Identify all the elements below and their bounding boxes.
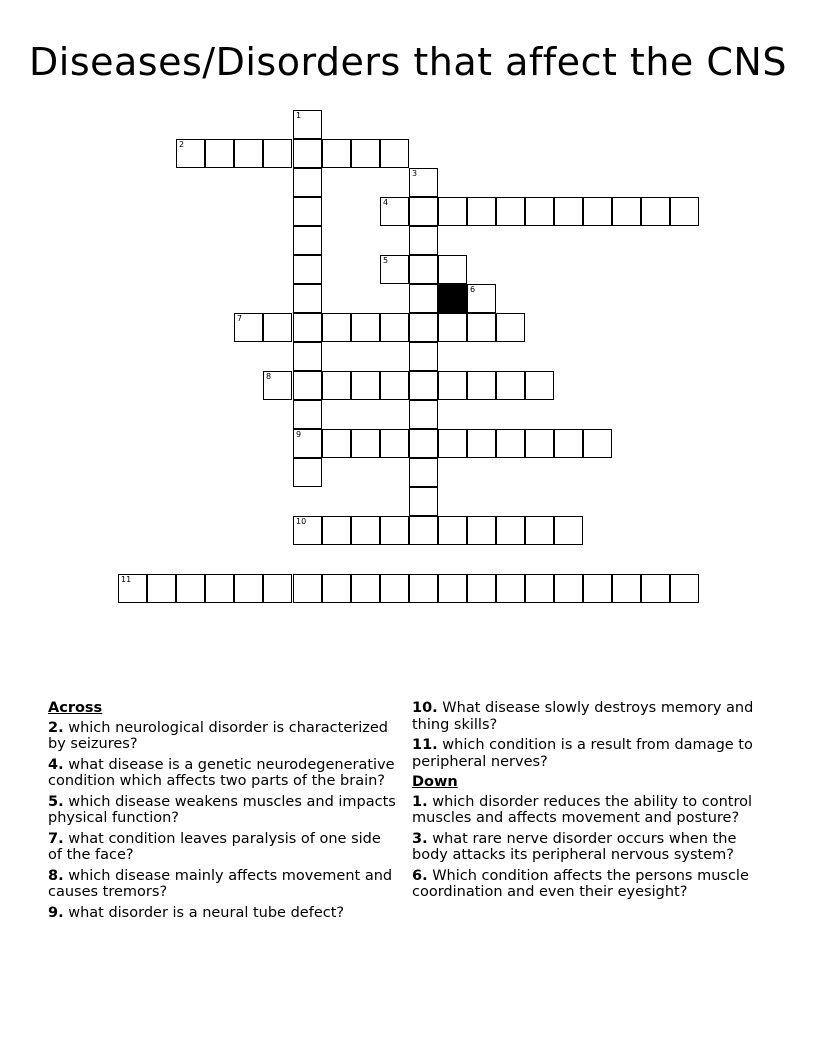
grid-cell[interactable] [496, 429, 525, 458]
grid-cell[interactable] [496, 313, 525, 342]
clues-right-column [412, 700, 774, 905]
grid-cell[interactable] [612, 197, 641, 226]
clue-text: which disorder reduces the ability to control muscles and affects movement and posture? [412, 793, 753, 826]
grid-cell[interactable] [641, 197, 670, 226]
grid-cell[interactable] [293, 168, 322, 197]
grid-cell[interactable] [496, 516, 525, 545]
grid-cell[interactable] [525, 371, 554, 400]
across-clue [48, 794, 398, 827]
grid-cell[interactable] [554, 574, 583, 603]
clue-number: 6 [470, 285, 476, 294]
grid-cell[interactable] [351, 139, 380, 168]
grid-cell-6[interactable] [467, 284, 496, 313]
grid-cell[interactable] [525, 429, 554, 458]
clue-text: what rare nerve disorder occurs when the body attacks its peripheral nervous system? [412, 830, 737, 863]
grid-cell[interactable] [351, 574, 380, 603]
grid-cell[interactable] [205, 139, 234, 168]
grid-cell[interactable] [293, 284, 322, 313]
black-cell [438, 284, 467, 313]
grid-cell[interactable] [322, 139, 351, 168]
clue-number: 11. [412, 737, 438, 753]
grid-cell[interactable] [263, 313, 292, 342]
grid-cell[interactable] [322, 371, 351, 400]
grid-cell[interactable] [438, 313, 467, 342]
grid-cell[interactable] [263, 574, 292, 603]
clue-number: 8 [266, 372, 272, 381]
grid-cell[interactable] [496, 197, 525, 226]
grid-cell-9[interactable] [293, 429, 322, 458]
clue-text: which condition is a result from damage to peripheral nerves? [412, 737, 753, 770]
grid-cell[interactable] [322, 516, 351, 545]
grid-cell[interactable] [467, 313, 496, 342]
grid-cell[interactable] [496, 574, 525, 603]
grid-cell[interactable] [438, 516, 467, 545]
grid-cell[interactable] [525, 516, 554, 545]
grid-cell[interactable] [409, 458, 438, 487]
grid-cell-4[interactable] [380, 197, 409, 226]
grid-cell[interactable] [147, 574, 176, 603]
grid-cell[interactable] [409, 197, 438, 226]
grid-cell[interactable] [670, 197, 699, 226]
grid-cell[interactable] [205, 574, 234, 603]
grid-cell[interactable] [351, 429, 380, 458]
grid-cell[interactable] [409, 429, 438, 458]
clue-text: which disease weakens muscles and impacts physical function? [48, 793, 396, 826]
grid-cell[interactable] [380, 371, 409, 400]
clue-text: What disease slowly destroys memory and thing skills? [412, 700, 754, 733]
grid-cell[interactable] [293, 139, 322, 168]
grid-cell-11[interactable] [118, 574, 147, 603]
grid-cell[interactable] [670, 574, 699, 603]
grid-cell[interactable] [409, 313, 438, 342]
across-clue-list [48, 720, 398, 922]
grid-cell[interactable] [583, 574, 612, 603]
across-clue [412, 700, 774, 733]
clue-number: 4. [48, 756, 64, 773]
grid-cell[interactable] [409, 255, 438, 284]
grid-cell[interactable] [293, 313, 322, 342]
clue-number: 1 [296, 111, 302, 120]
clue-number: 4 [383, 198, 389, 207]
clue-number: 6. [412, 867, 428, 884]
grid-cell[interactable] [467, 574, 496, 603]
grid-cell[interactable] [438, 197, 467, 226]
clue-text: which disease mainly affects movement and causes tremors? [48, 867, 393, 900]
grid-cell[interactable] [467, 197, 496, 226]
clue-number: 3. [412, 830, 428, 847]
grid-cell-3[interactable] [409, 168, 438, 197]
grid-cell[interactable] [467, 516, 496, 545]
grid-cell[interactable] [496, 371, 525, 400]
grid-cell-1[interactable] [293, 110, 322, 139]
grid-cell[interactable] [380, 574, 409, 603]
grid-cell[interactable] [409, 574, 438, 603]
grid-cell[interactable] [554, 197, 583, 226]
grid-cell[interactable] [293, 371, 322, 400]
down-clue [412, 794, 774, 827]
across-clue-list-continued [412, 700, 774, 770]
clue-number: 7. [48, 830, 64, 847]
grid-cell[interactable] [293, 197, 322, 226]
grid-cell[interactable] [293, 574, 322, 603]
down-heading: Down [412, 774, 458, 790]
grid-cell[interactable] [293, 400, 322, 429]
grid-cell[interactable] [380, 429, 409, 458]
clue-number: 5. [48, 793, 64, 810]
across-clue [48, 757, 398, 790]
grid-cell-5[interactable] [380, 255, 409, 284]
grid-cell[interactable] [525, 574, 554, 603]
clue-number: 10. [412, 700, 438, 716]
clue-number: 3 [412, 169, 418, 178]
across-clue [48, 720, 398, 753]
grid-cell[interactable] [409, 284, 438, 313]
across-clue [48, 905, 398, 922]
grid-cell[interactable] [176, 574, 205, 603]
page-title: Diseases/Disorders that affect the CNS [29, 40, 787, 84]
grid-cell[interactable] [351, 313, 380, 342]
clue-number: 7 [237, 314, 243, 323]
grid-cell[interactable] [263, 139, 292, 168]
down-clue [412, 868, 774, 901]
grid-cell[interactable] [322, 313, 351, 342]
grid-cell[interactable] [554, 516, 583, 545]
across-clue [48, 831, 398, 864]
across-heading: Across [48, 700, 103, 716]
grid-cell[interactable] [438, 371, 467, 400]
grid-cell[interactable] [322, 574, 351, 603]
across-clue [412, 737, 774, 770]
grid-cell[interactable] [380, 313, 409, 342]
grid-cell[interactable] [322, 429, 351, 458]
grid-cell[interactable] [409, 226, 438, 255]
grid-cell[interactable] [380, 139, 409, 168]
grid-cell[interactable] [293, 458, 322, 487]
clue-number: 5 [383, 256, 389, 265]
grid-cell[interactable] [293, 255, 322, 284]
grid-cell[interactable] [438, 429, 467, 458]
grid-cell[interactable] [351, 371, 380, 400]
grid-cell[interactable] [409, 400, 438, 429]
grid-cell[interactable] [409, 371, 438, 400]
clue-text: what condition leaves paralysis of one side of the face? [48, 830, 381, 863]
grid-cell[interactable] [467, 371, 496, 400]
grid-cell[interactable] [234, 139, 263, 168]
clue-text: what disorder is a neural tube defect? [63, 904, 345, 921]
grid-cell[interactable] [554, 429, 583, 458]
grid-cell[interactable] [525, 197, 554, 226]
grid-cell-10[interactable] [293, 516, 322, 545]
grid-cell-2[interactable] [176, 139, 205, 168]
grid-cell[interactable] [409, 487, 438, 516]
clue-number: 9 [296, 430, 302, 439]
clue-text: which neurological disorder is characterized by seizures? [48, 719, 388, 752]
clue-text: Which condition affects the persons muscle coordination and even their eyesight? [412, 867, 749, 900]
clue-number: 1. [412, 793, 428, 810]
grid-cell[interactable] [612, 574, 641, 603]
clue-number: 8. [48, 867, 64, 884]
grid-cell-7[interactable] [234, 313, 263, 342]
grid-cell[interactable] [438, 574, 467, 603]
clue-number: 2 [179, 140, 185, 149]
grid-cell[interactable] [409, 342, 438, 371]
clue-number: 10 [296, 517, 307, 526]
grid-cell[interactable] [583, 429, 612, 458]
grid-cell[interactable] [438, 255, 467, 284]
grid-cell[interactable] [293, 226, 322, 255]
grid-cell[interactable] [234, 574, 263, 603]
grid-cell-8[interactable] [263, 371, 292, 400]
down-clue-list [412, 794, 774, 901]
across-clue [48, 868, 398, 901]
grid-cell[interactable] [380, 516, 409, 545]
clue-number: 2. [48, 719, 64, 736]
down-clue [412, 831, 774, 864]
grid-cell[interactable] [409, 516, 438, 545]
clue-number: 11 [121, 575, 132, 584]
clue-text: what disease is a genetic neurodegenerative condition which affects two parts of the brain? [48, 756, 395, 789]
grid-cell[interactable] [467, 429, 496, 458]
clue-number: 9. [48, 904, 64, 921]
grid-cell[interactable] [293, 342, 322, 371]
grid-cell[interactable] [583, 197, 612, 226]
clues-left-column [48, 700, 398, 925]
grid-cell[interactable] [641, 574, 670, 603]
grid-cell[interactable] [351, 516, 380, 545]
